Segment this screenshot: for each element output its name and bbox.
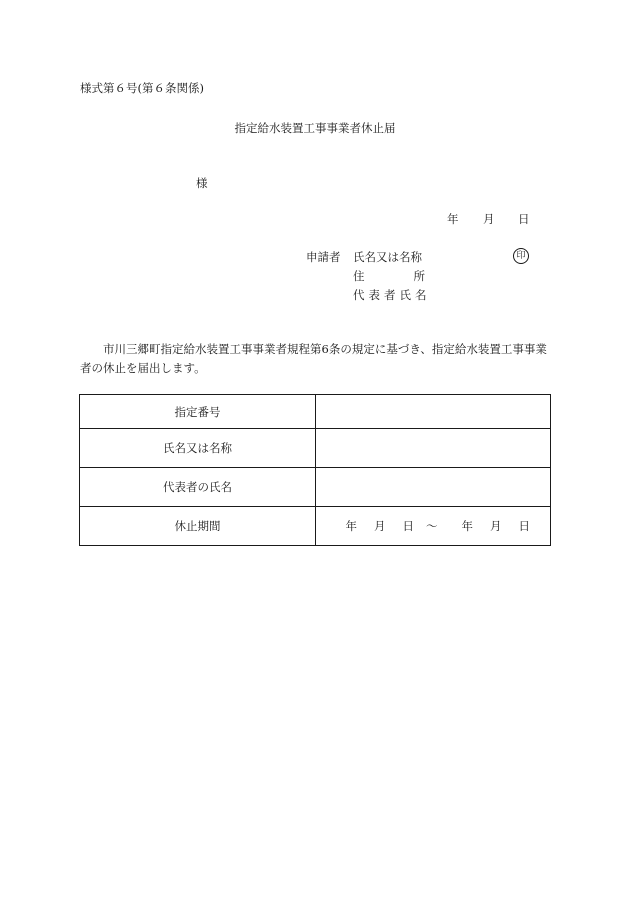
period-end-year: 年: [461, 519, 473, 533]
period-end-month: 月: [490, 519, 502, 533]
applicant-name-label: 氏名又は名称: [353, 250, 422, 264]
address-label-char-2: 所: [413, 269, 425, 283]
table-row: [80, 429, 551, 468]
row-value-name[interactable]: [316, 429, 551, 468]
info-table: [79, 394, 551, 546]
date-year-label: 年: [447, 212, 459, 226]
table-row: [80, 507, 551, 546]
period-start-year: 年: [345, 519, 357, 533]
period-start-month: 月: [374, 519, 386, 533]
table-row: [80, 395, 551, 429]
row-value-representative[interactable]: [316, 468, 551, 507]
period-start-day: 日: [402, 519, 414, 533]
period-tilde: ～: [426, 519, 438, 533]
date-month-label: 月: [483, 212, 495, 226]
row-value-suspension-period[interactable]: [316, 507, 551, 546]
table-row: [80, 468, 551, 507]
period-end-day: 日: [518, 519, 530, 533]
applicant-label: 申請者: [306, 250, 341, 264]
address-label-char-1: 住: [353, 269, 365, 283]
document-title: 指定給水装置工事事業者休止届: [234, 121, 396, 135]
row-label-representative: 代表者の氏名: [80, 468, 316, 507]
row-label-name: 氏名又は名称: [80, 429, 316, 468]
row-label-suspension-period: 休止期間: [80, 507, 316, 546]
row-label-designation-number: 指定番号: [80, 395, 316, 429]
date-day-label: 日: [518, 212, 530, 226]
addressee-suffix: 様: [196, 176, 208, 190]
form-number: 様式第６号(第６条関係): [80, 81, 204, 95]
suspension-period-field: [316, 518, 550, 534]
applicant-address-label: [353, 268, 425, 284]
body-text: 市川三郷町指定給水装置工事事業者規程第6条の規定に基づき、指定給水装置工事事業者の休止を届出します。: [80, 342, 547, 375]
applicant-representative-label: 代表者氏名: [353, 288, 431, 302]
row-value-designation-number[interactable]: [316, 395, 551, 429]
seal-mark-icon: 印: [513, 248, 529, 264]
